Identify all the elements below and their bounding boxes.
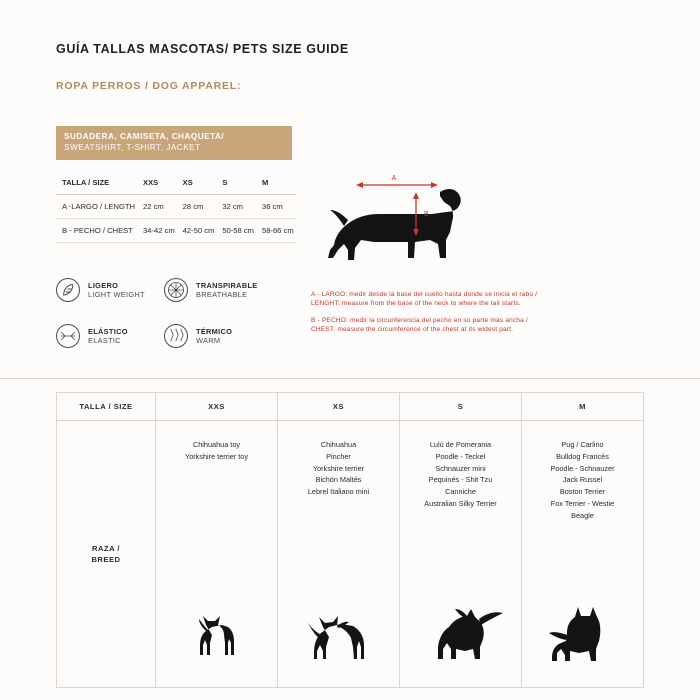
chest-m: 58-66 cm bbox=[256, 219, 296, 243]
breed-item: Bichón Maltés bbox=[315, 475, 362, 485]
feature-label-en: WARM bbox=[196, 336, 221, 345]
legend-chest-es: B - PECHO: medir la circunferencia del pecho en su parte más ancha / bbox=[311, 316, 528, 324]
feature-light-weight bbox=[56, 278, 145, 302]
breed-item: Pug / Carlino bbox=[561, 440, 604, 449]
feature-warm-text bbox=[196, 327, 232, 346]
table-header-row bbox=[56, 171, 296, 195]
dog-measurement-diagram bbox=[312, 170, 502, 280]
table-row bbox=[56, 219, 296, 243]
breed-cell-m bbox=[522, 421, 644, 688]
breed-list-xs bbox=[282, 439, 395, 498]
legend-length-es: A - LARGO: medir desde la base del cuello hasta donde se inicia el rabo / bbox=[311, 291, 538, 298]
chest-s: 50-58 cm bbox=[216, 219, 256, 243]
breed-item: Pequinés - Shit Tzu bbox=[428, 475, 493, 485]
breed-row-label-en: BREED bbox=[91, 555, 121, 564]
feature-label-en: LIGHT WEIGHT bbox=[88, 290, 145, 299]
feature-breathable bbox=[164, 278, 258, 302]
measurement-legend bbox=[311, 290, 571, 341]
breed-item: Yorkshire terrier toy bbox=[185, 451, 248, 461]
breed-item: Boston Terrier bbox=[559, 487, 606, 497]
length-xxs: 22 cm bbox=[137, 195, 177, 219]
breed-item: Canniche bbox=[445, 487, 476, 497]
feature-warm bbox=[164, 324, 232, 348]
breed-cell-xxs bbox=[156, 421, 278, 688]
thermal-icon bbox=[164, 324, 188, 348]
breed-table-header-row bbox=[57, 393, 644, 421]
feature-label-en: BREATHABLE bbox=[196, 290, 248, 299]
length-xs: 28 cm bbox=[177, 195, 217, 219]
breed-item: Yorkshire terrier bbox=[312, 463, 365, 473]
diagram-label-a: A bbox=[391, 175, 397, 182]
breed-col-header-m: M bbox=[522, 393, 644, 421]
page-title: GUÍA TALLAS MASCOTAS/ PETS SIZE GUIDE bbox=[56, 42, 349, 56]
col-header-xs: XS bbox=[177, 171, 217, 195]
size-measurement-table bbox=[56, 171, 296, 243]
breed-item: Schnauzer mini bbox=[435, 463, 486, 473]
feature-elastic-text bbox=[88, 327, 128, 346]
breed-item: Pincher bbox=[326, 451, 351, 461]
breed-item: Lebrel Italiano mini bbox=[307, 487, 370, 497]
table-row bbox=[56, 195, 296, 219]
feature-light-weight-text bbox=[88, 281, 145, 300]
col-header-xxs: XXS bbox=[137, 171, 177, 195]
row-label-length: A -LARGO / LENGTH bbox=[56, 195, 137, 219]
breed-col-header-xs: XS bbox=[278, 393, 400, 421]
chest-xs: 42-50 cm bbox=[177, 219, 217, 243]
yorkshire-silhouette bbox=[278, 609, 399, 671]
breed-row-label-es: RAZA / bbox=[91, 543, 121, 553]
breed-item: Chihuahua toy bbox=[192, 440, 241, 449]
length-s: 32 cm bbox=[216, 195, 256, 219]
col-header-s: S bbox=[216, 171, 256, 195]
breed-col-header-size: TALLA / SIZE bbox=[57, 393, 156, 421]
legend-length-en: LENGHT: measure from the base of the neck to where the tail starts. bbox=[311, 300, 521, 308]
breed-list-m bbox=[526, 439, 639, 522]
pomeranian-silhouette bbox=[400, 607, 521, 671]
garment-type-en: SWEATSHIRT, T-SHIRT, JACKET bbox=[64, 143, 201, 152]
breed-list-xxs bbox=[160, 439, 273, 463]
col-header-m: M bbox=[256, 171, 296, 195]
breed-item: Lulú de Pomerania bbox=[429, 440, 492, 449]
col-header-size: TALLA / SIZE bbox=[56, 171, 137, 195]
breed-table bbox=[56, 392, 644, 688]
legend-chest bbox=[311, 316, 571, 335]
breed-item: Beagle bbox=[571, 510, 594, 520]
breed-item: Fox Terrier - Westie bbox=[550, 499, 615, 509]
length-m: 36 cm bbox=[256, 195, 296, 219]
section-divider bbox=[0, 378, 700, 379]
breed-item: Poodle - Teckel bbox=[435, 451, 486, 461]
breed-list-s bbox=[404, 439, 517, 510]
breed-cell-xs bbox=[278, 421, 400, 688]
diagram-label-b: B bbox=[424, 211, 429, 218]
mesh-icon bbox=[164, 278, 188, 302]
feature-label-es: TRANSPIRABLE bbox=[196, 280, 258, 290]
row-label-chest: B - PECHO / CHEST bbox=[56, 219, 137, 243]
feature-breathable-text bbox=[196, 281, 258, 300]
page-subtitle: ROPA PERROS / DOG APPAREL: bbox=[56, 80, 242, 92]
feature-label-es: TÉRMICO bbox=[196, 326, 233, 336]
frenchbulldog-silhouette bbox=[522, 605, 643, 671]
breed-table-row bbox=[57, 421, 644, 688]
garment-type-band bbox=[56, 126, 292, 160]
breed-item: Jack Russel bbox=[562, 475, 603, 485]
feather-icon bbox=[56, 278, 80, 302]
breed-col-header-xxs: XXS bbox=[156, 393, 278, 421]
breed-cell-s bbox=[400, 421, 522, 688]
feature-label-es: ELÁSTICO bbox=[88, 326, 128, 336]
breed-col-header-s: S bbox=[400, 393, 522, 421]
garment-type-es: SUDADERA, CAMISETA, CHAQUETA/ bbox=[64, 132, 225, 141]
feature-label-en: ELASTIC bbox=[88, 336, 121, 345]
breed-item: Chihuahua bbox=[320, 440, 357, 449]
elastic-icon bbox=[56, 324, 80, 348]
breed-item: Poodle - Schnauzer bbox=[550, 463, 615, 473]
breed-row-label bbox=[57, 421, 156, 688]
feature-label-es: LIGERO bbox=[88, 280, 119, 290]
chest-xxs: 34-42 cm bbox=[137, 219, 177, 243]
breed-item: Australian Silky Terrier bbox=[424, 499, 497, 509]
breed-item: Bulldog Francés bbox=[556, 451, 609, 461]
legend-chest-en: CHEST: measure the circumference of the chest at its widest part. bbox=[311, 326, 514, 334]
legend-length bbox=[311, 290, 571, 309]
feature-elastic bbox=[56, 324, 128, 348]
chihuahua-silhouette bbox=[156, 609, 277, 671]
